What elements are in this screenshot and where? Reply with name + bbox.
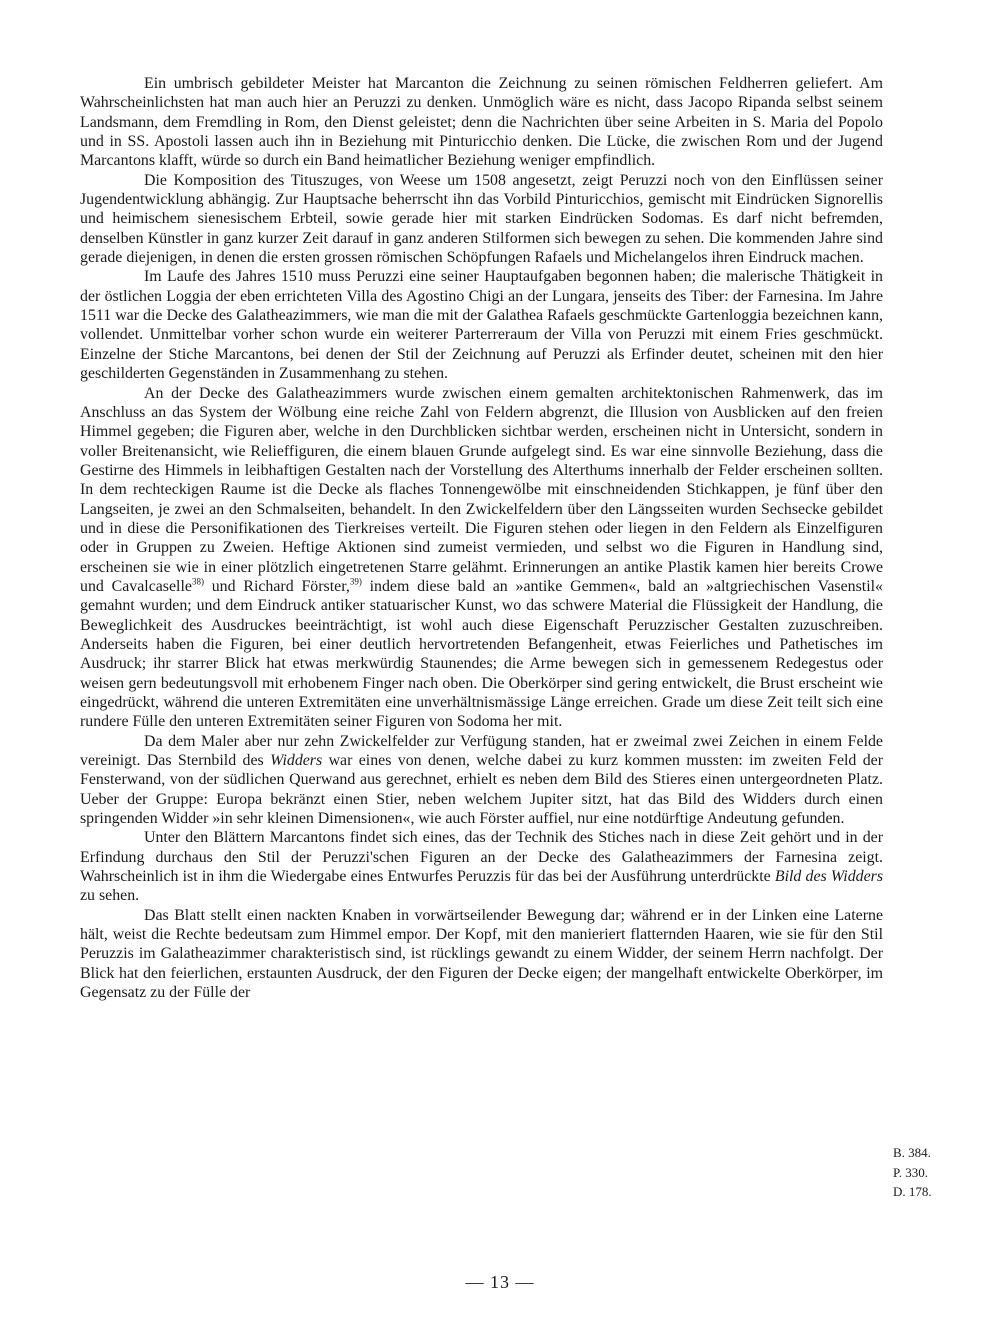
paragraph-4-part-3: indem diese bald an »antike Gemmen«, bald an »altgriechischen Vasenstil« gemahnt wurden; und dem Eindruck antiker statuarischer Kunst, wo das schwere Material die Flüssigkeit der Handlung, die Beweglichkeit des Ausdruckes beeinträchtigt, ist wohl auch diese Eigenschaft Peruzzischer Gestalten zuzuschreiben. Anderseits haben die Figuren, bei einer deutlich hervortretenden Befangenheit, etwas Feierliches und Pathetisches im Ausdruck; ihr starrer Blick hat etwas merkwürdig Staunendes; die Arme bewegen sich in gemessenem Redegestus oder weisen gern bedeutungsvoll mit erhobenem Finger nach oben. Die Oberkörper sind gering entwickelt, die Brust erscheint wie eingedrückt, während die unteren Extremitäten eine unverhältnismässige Länge erreichen. Grade um diese Zeit teilt sich eine rundere Fülle den unteren Extremitäten seiner Figuren von Sodoma her mit.	[80, 577, 883, 731]
paragraph-3: Im Laufe des Jahres 1510 muss Peruzzi eine seiner Hauptaufgaben begonnen haben; die malerische Thätigkeit in der östlichen Loggia der eben errichteten Villa des Agostino Chigi an der Lungara, jenseits des Tiber: der Farnesina. Im Jahre 1511 war die Decke des Galatheazimmers, wie man die mit der Galathea Rafaels geschmückte Gartenloggia bezeichnen kann, vollendet. Unmittelbar vorher schon wurde ein weiterer Parterreraum der Villa von Peruzzi mit einem Fries geschmückt. Einzelne der Stiche Marcantons, bei denen der Stil der Zeichnung auf Peruzzi als Erfinder deutet, scheinen mit den hier geschilderten Gegenständen in Zusammenhang zu stehen.	[80, 268, 883, 383]
paragraph-6-part-1: Unter den Blättern Marcantons findet sich eines, das der Technik des Stiches nach in diese Zeit gehört und in der Erfindung durchaus den Stil der Peruzzi'schen Figuren an der Decke des Galatheazimmers der Farnesina zeigt. Wahrscheinlich ist in ihm die Wiedergabe eines Entwurfes Peruzzis für das bei der Ausführung unterdrückte	[80, 829, 883, 886]
paragraph-1: Ein umbrisch gebildeter Meister hat Marcanton die Zeichnung zu seinen römischen Feldherren geliefert. Am Wahrscheinlichsten hat man auch hier an Peruzzi zu denken. Unmöglich wäre es nicht, dass Jacopo Ripanda selbst seinem Landsmann, dem Fremdling in Rom, den Dienst geleistet; denn die Nachrichten über seine Arbeiten in S. Maria del Popolo und in SS. Apostoli lassen auch ihn in Beziehung mit Pinturicchio denken. Die Lücke, die zwischen Rom und der Jugend Marcantons klafft, würde so durch ein Band heimatlicher Beziehung weniger empfindlich.	[80, 75, 883, 170]
paragraph-6	[80, 828, 883, 905]
paragraph-4-part-1: An der Decke des Galatheazimmers wurde zwischen einem gemalten architektonischen Rahmenwerk, das im Anschluss an das System der Wölbung eine reiche Zahl von Feldern abgrenzt, die Illusion von Ausblicken auf den freien Himmel gegeben; die Figuren aber, welche in den Durchblicken sichtbar werden, erscheinen nicht in Untersicht, sondern in voller Breitenansicht, wie Relieffiguren, die einem blauen Grunde aufgelegt sind. Es war eine sinnvolle Beziehung, dass die Gestirne des Himmels in leibhaftigen Gestalten nach der Vorstellung des Alterthums innerhalb der Felder erscheinen sollten. In dem rechteckigen Raume ist die Decke als flaches Tonnengewölbe mit einschneidenden Stichkappen, je fünf über den Langseiten, je zwei an den Schmalseiten, behandelt. In den Zwickelfeldern über den Längsseiten wurden Sechsecke gebildet und in diese die Personifikationen des Tierkreises verteilt. Die Figuren stehen oder liegen in den Feldern als Einzelfiguren oder in Gruppen zu Zweien. Heftige Aktionen sind zumeist vermieden, und selbst wo die Figuren in Handlung sind, erscheinen sie wie in einer plötzlich eingetretenen Starre gelähmt. Erinnerungen an antike Plastik kamen hier bereits Crowe und Cavalcaselle	[80, 384, 883, 595]
widders-emphasis: Widders	[270, 752, 323, 770]
paragraph-4-part-2: und Richard Förster,	[211, 577, 350, 595]
marginal-ref-bartsch: B. 384.	[893, 1145, 931, 1160]
marginal-ref-passavant: P. 330.	[893, 1164, 929, 1180]
bild-des-widders-emphasis: Bild des Widders	[774, 868, 884, 886]
paragraph-5	[80, 732, 883, 829]
paragraph-5-part-1: Da dem Maler aber nur zehn Zwickelfelder zur Verfügung standen, hat er zweimal zwei Zeichen in einem Felde vereinigt. Das Sternbild des	[80, 732, 883, 770]
page-number: — 13 —	[465, 1272, 535, 1292]
footnote-ref-39: 39)	[349, 576, 362, 587]
marginal-ref-delaborde: D. 178.	[893, 1184, 932, 1199]
page-body	[80, 74, 883, 1003]
paragraph-6-part-2: zu sehen.	[80, 887, 140, 905]
paragraph-5-part-2: war eines von denen, welche dabei zu kurz kommen mussten: im zweiten Feld der Fensterwand, von der südlichen Querwand aus gerechnet, erhielt es neben dem Bild des Stieres einen untergeordneten Platz. Ueber der Gruppe: Europa bekränzt einen Stier, neben welchem Jupiter sitzt, hat das Bild des Widders durch einen springenden Widder »in sehr kleinen Dimensionen«, wie auch Förster auffiel, nur eine notdürftige Andeutung gefunden.	[80, 752, 884, 828]
paragraph-7: Das Blatt stellt einen nackten Knaben in vorwärtseilender Bewegung dar; während er in der Linken eine Laterne hält, weist die Rechte bedeutsam zum Himmel empor. Der Kopf, mit den manieriert flatternden Haaren, wie sie für den Stil Peruzzis im Galatheazimmer charakteristisch sind, ist rücklings gewandt zu einem Widder, der seinem Herrn nachfolgt. Der Blick hat den feierlichen, erstaunten Ausdruck, der den Figuren der Decke eigen; der mangelhaft entwickelte Oberkörper, im Gegensatz zu der Fülle der	[80, 906, 883, 1002]
paragraph-4	[80, 384, 883, 732]
footnote-ref-38: 38)	[191, 576, 204, 587]
marginal-references	[893, 1143, 963, 1202]
paragraph-2: Die Komposition des Tituszuges, von Weese um 1508 angesetzt, zeigt Peruzzi noch von den Einflüssen seiner Jugendentwicklung abhängig. Zur Hauptsache beherrscht ihn das Vorbild Pinturicchios, gemischt mit Eindrücken Signorellis und heimischem sienesischem Erbteil, sowie gerade hier mit starken Eindrücken Sodomas. Es darf nicht befremden, denselben Künstler in ganz kurzer Zeit darauf in ganz anderen Stilformen sich bewegen zu sehen. Die kommenden Jahre sind gerade diejenigen, in denen die ersten grossen römischen Schöpfungen Rafaels und Michelangelos ihren Eindruck machen.	[80, 171, 883, 267]
